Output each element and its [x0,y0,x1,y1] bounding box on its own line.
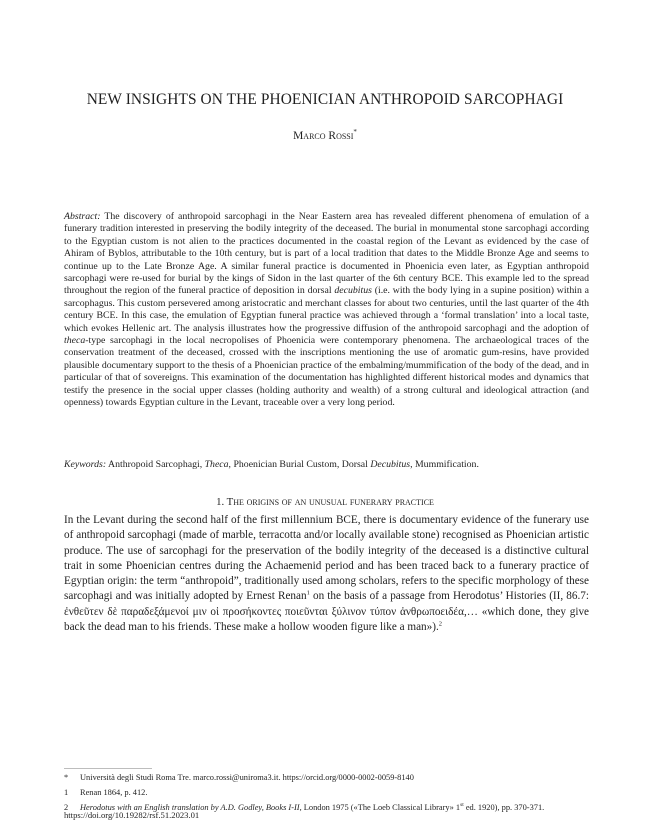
abstract-text-3: -type sarcophagi in the local necropolises of Phoenicia were contemporary phenomena. The archaeological traces of the conservation treatment of the deceased, crossed with the inscriptions mentioning the use of aromatic gum-resins, have provided plausible documentary support to the thesis of a Phoenician practice of the embalming/mummification of the body of the dead, and in particular of that of sovereigns. This examination of the documentation has highlighted different historical modes and dynamics that testify the presence in the social upper classes (holding authority and wealth) of a strong cultural and ideological attraction (and openness) towards Egyptian culture in the Levant, traceable over a very long period. [64,335,589,409]
footnote-mark: 2 [64,803,69,813]
footnote-mark: 1 [64,788,69,798]
keywords-text-3: , Mummification. [410,459,479,470]
abstract-italic-decubitus: decubitus [334,285,372,297]
keywords-text-1: Anthropoid Sarcophagi, [106,459,205,470]
abstract-label: Abstract: [64,211,101,222]
footnote-ref-1[interactable]: 1 [306,589,310,597]
body-text-2: on the basis of a passage from Herodotus’ Histories (II, 86.7: ἐνθεῦτεν δὲ παραδεξάμενοί μιν οἱ προσήκοντες ποιεῦνται ξύλινον τύπον ἀνθρωποειδέα,… «which done, they give back the dead man to his friends. These make a hollow wooden figure like a man»). [64,590,589,634]
keywords-italic-decubitus: Decubitus [370,459,411,470]
footnote-divider [64,768,152,769]
body-text-1: In the Levant during the second half of the first millennium BCE, there is documentary evidence of the funerary use of anthropoid sarcophagi (made of marble, terracotta and/or locally available stone) recognised as Phoenician artistic produce. The use of sarcophagi for the preservation of the bodily integrity of the deceased is a distinctive cultural trait in some Phoenician centres during the Achaemenid period and has been traced back to a funerary practice of Egyptian origin: the term “anthropoid”, traditionally used among scholars, refers to the specific morphology of these sarcophagi and was initially adopted by Ernest Renan [64,514,589,603]
keywords-italic-theca: Theca [204,459,229,470]
body-paragraph [64,513,589,635]
section-heading: 1. The origins of an unusual funerary practice [216,496,434,508]
footnote-text: Università degli Studi Roma Tre. marco.rossi@uniroma3.it. https://orcid.org/0000-0002-0059-8140 [80,773,414,782]
author-name [40,125,610,143]
abstract-italic-theca: theca [64,335,86,347]
footnote-1 [64,787,589,799]
abstract-text-2: (i.e. with the body lying in a supine position) within a sarcophagus. This custom persevered among aristocratic and merchant classes for about two centuries, until the last quarter of the 4th century BCE. In this case, the emulation of Egyptian funeral practice was achieved through a ‘formal translation’ into a local taste, which evokes Hellenic art. The analysis illustrates how the progressive diffusion of the anthropoid sarcophagi and the adoption of [64,285,590,334]
author-name-text: Marco Rossi [293,129,354,142]
footnote-text-b: ed. 1920), pp. 370-371. [463,803,545,813]
keywords-text-2: , Phoenician Burial Custom, Dorsal [228,459,371,470]
abstract [64,211,589,410]
footnote-ref-2[interactable]: 2 [438,620,443,628]
keywords [64,459,589,471]
article-title: NEW INSIGHTS ON THE PHOENICIAN ANTHROPOID SARCOPHAGI [86,91,564,108]
footnote-text-a: , London 1975 («The Loeb Classical Library» 1 [299,803,461,813]
footnote-italic-title: Herodotus with an English translation by A.D. Godley, Books I-II [80,803,300,813]
footnote-mark: * [64,773,69,782]
footnote-superscript: st [460,802,464,809]
author-footnote-mark: * [353,128,357,136]
footnote-author [64,772,589,784]
footnote-text: Renan 1864, p. 412. [80,788,148,798]
abstract-text-1: The discovery of anthropoid sarcophagi in the Near Eastern area has revealed different phenomena of emulation of a funerary tradition interested in preserving the bodily integrity of the deceased. The burial in monumental stone sarcophagi according to the Egyptian custom is not alien to the practices documented in the coastal region of the Levant as evidenced by the case of Ahiram of Byblos, attributable to the 10th century, but is part of a local tradition that dates to the Middle Bronze Age and seems to continue up to the Late Bronze Age. A similar funeral practice is documented in Phoenicia even later, as Egyptian anthropoid sarcophagi were re-used for burial by the kings of Sidon in the last quarter of the 6th century BCE. This example led to the spread throughout the region of the funeral practice of deposition in dorsal [64,211,589,297]
keywords-label: Keywords: [64,459,107,470]
doi-link[interactable]: https://doi.org/10.19282/rsf.51.2023.01 [64,810,200,820]
